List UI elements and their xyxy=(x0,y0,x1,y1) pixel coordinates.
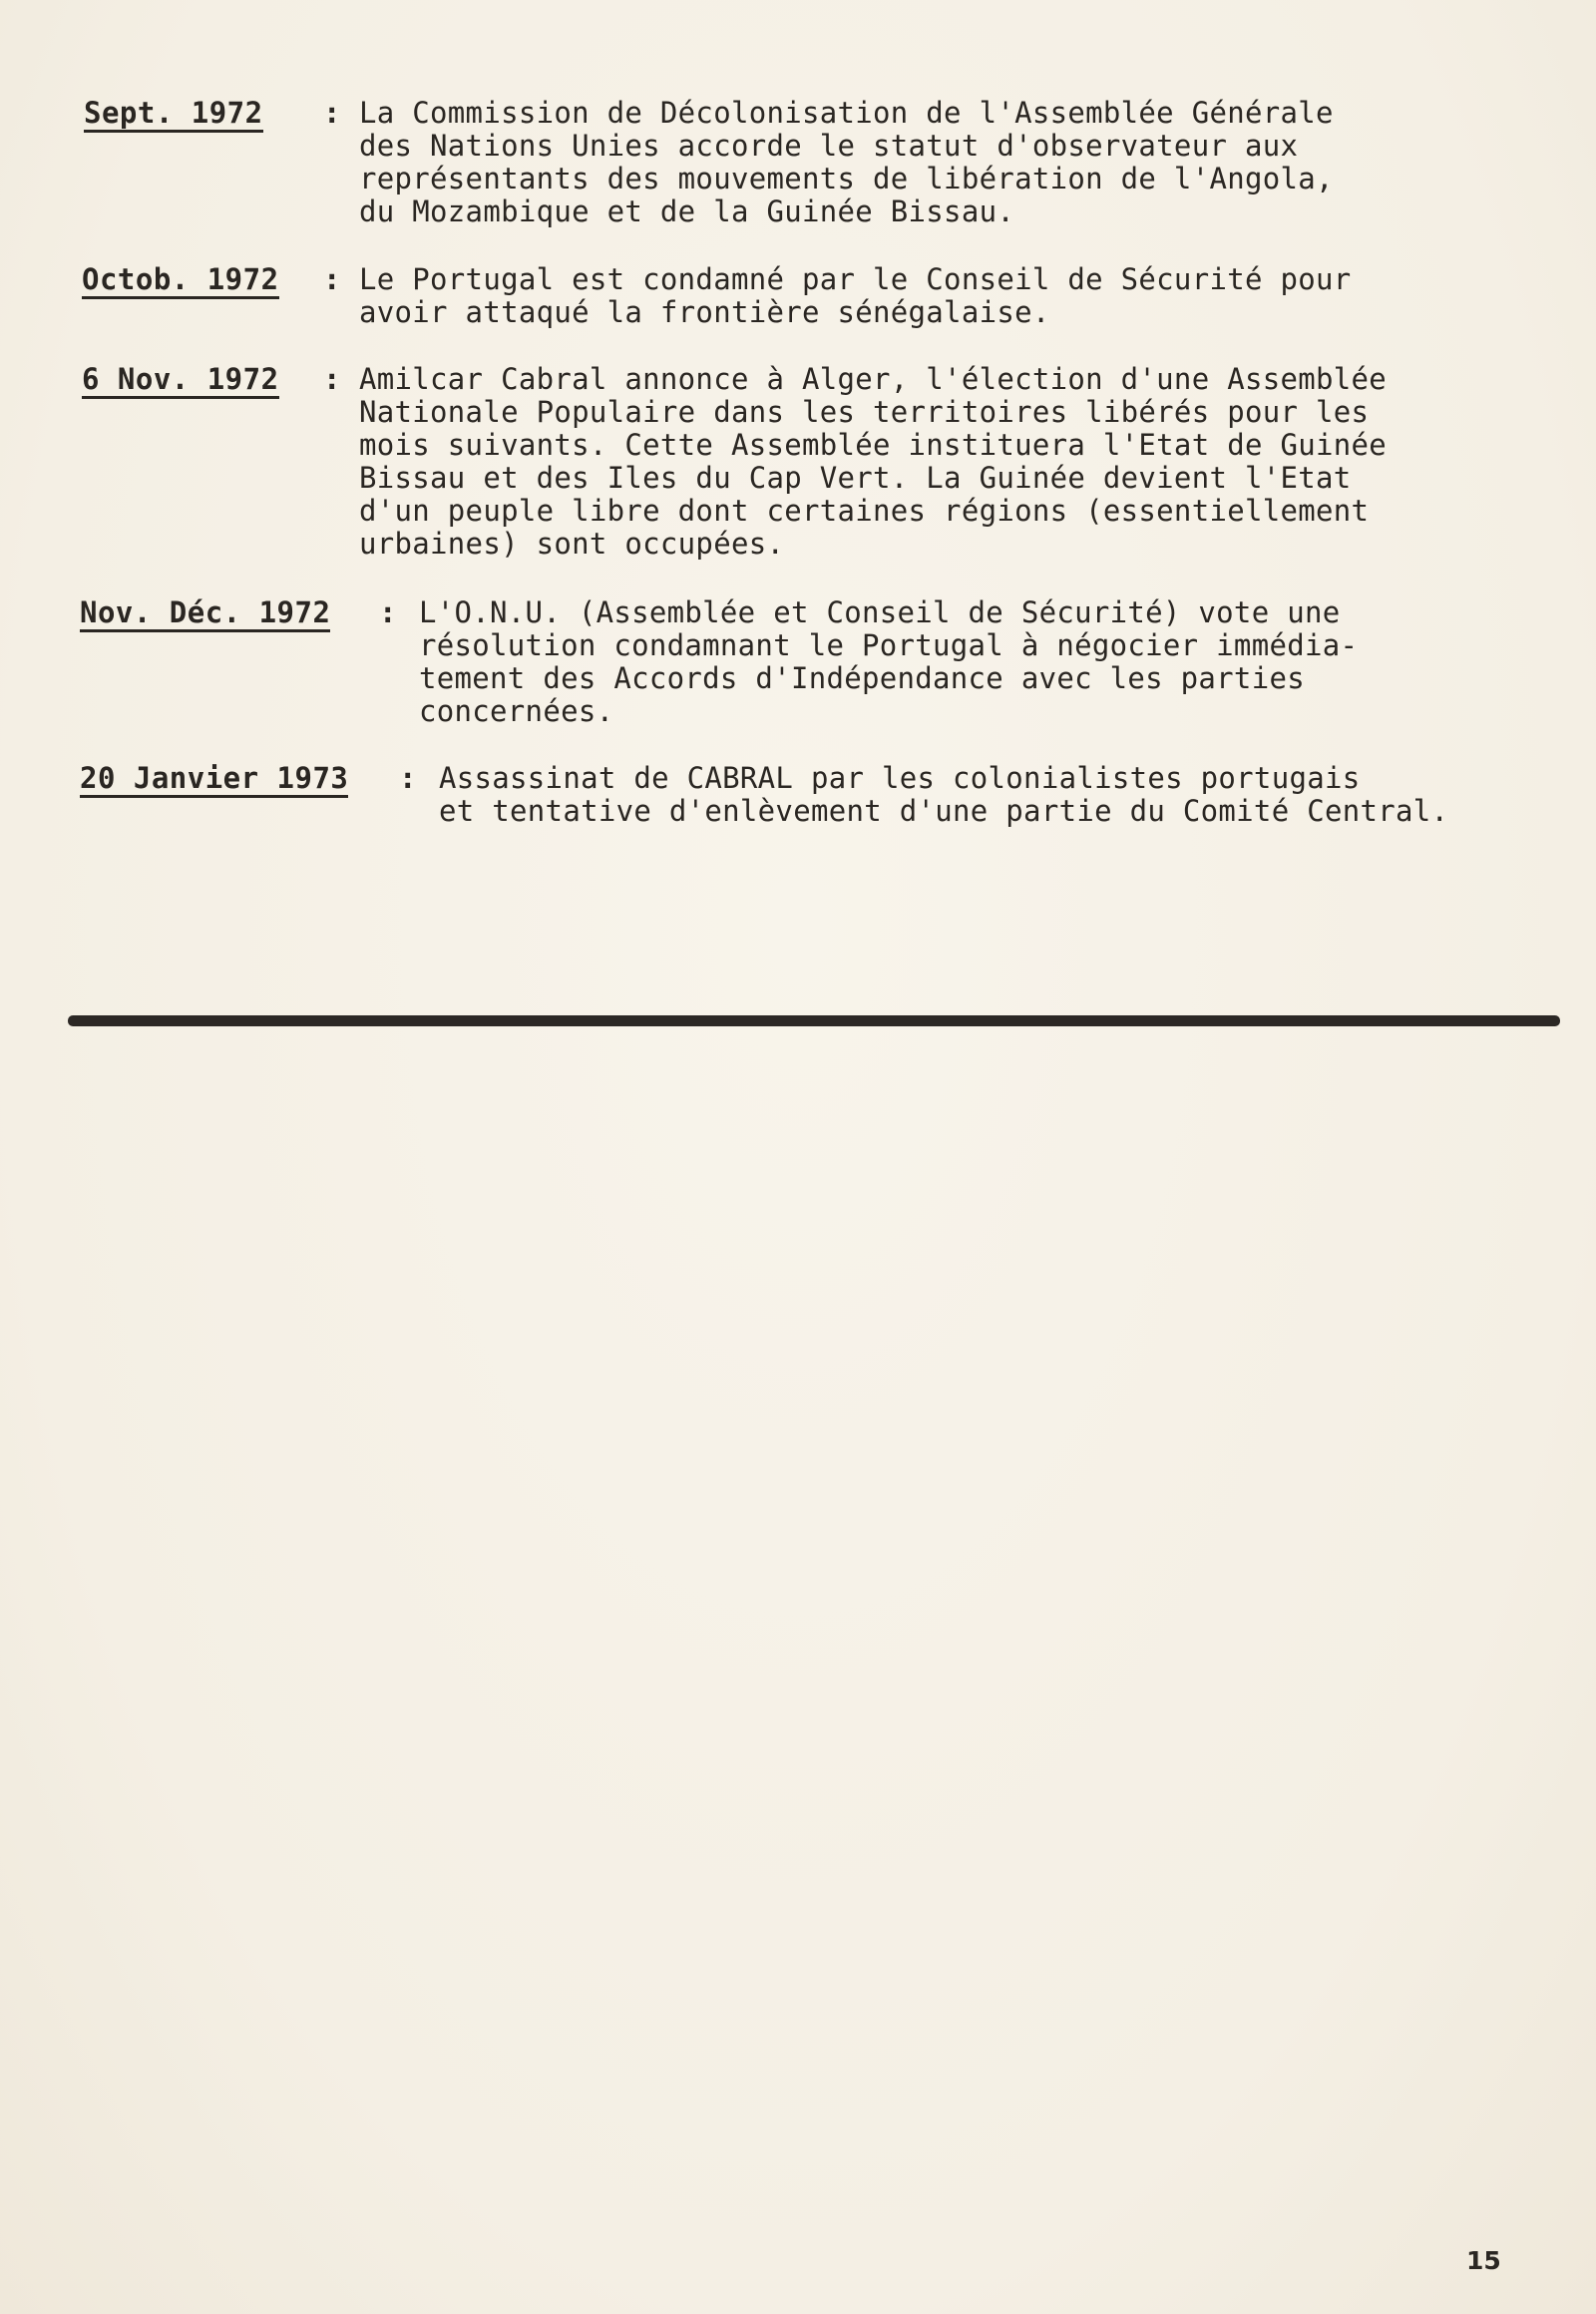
entry-text: Amilcar Cabral annonce à Alger, l'élection d'une Assemblée Nationale Populaire dans les territoires libérés pour les mois suivants. Cette Assemblée instituera l'Etat de Guinée Bissau et des Iles du Cap Vert. La Guinée devient l'Etat d'un peuple libre dont certaines régions (essentiellement urbaines) sont occupées. xyxy=(359,362,1388,561)
entry-text: Assassinat de CABRAL par les colonialistes portugais et tentative d'enlèvement d'une partie du Comité Central. xyxy=(439,761,1449,828)
entry-text: La Commission de Décolonisation de l'Assemblée Générale des Nations Unies accorde le statut d'observateur aux représentants des mouvements de libération de l'Angola, du Mozambique et de la Guinée Bissau. xyxy=(359,96,1334,228)
entry-date: 6 Nov. 1972 xyxy=(82,363,279,399)
entry-date: Nov. Déc. 1972 xyxy=(80,596,330,632)
section-divider-rule xyxy=(68,1015,1560,1026)
entry-colon: : xyxy=(323,96,341,130)
entry-text: L'O.N.U. (Assemblée et Conseil de Sécurité) vote une résolution condamnant le Portugal à négocier immédia- tement des Accords d'Indépendance avec les parties concernées. xyxy=(419,595,1359,728)
entry-colon: : xyxy=(399,761,417,795)
entry-colon: : xyxy=(323,262,341,296)
entry-date: Octob. 1972 xyxy=(82,263,279,299)
entry-text: Le Portugal est condamné par le Conseil de Sécurité pour avoir attaqué la frontière sénégalaise. xyxy=(359,262,1352,329)
entry-date: 20 Janvier 1973 xyxy=(80,762,348,798)
page-number: 15 xyxy=(1466,2246,1501,2275)
entry-colon: : xyxy=(379,595,397,629)
entry-colon: : xyxy=(323,362,341,396)
entry-date: Sept. 1972 xyxy=(84,97,263,133)
